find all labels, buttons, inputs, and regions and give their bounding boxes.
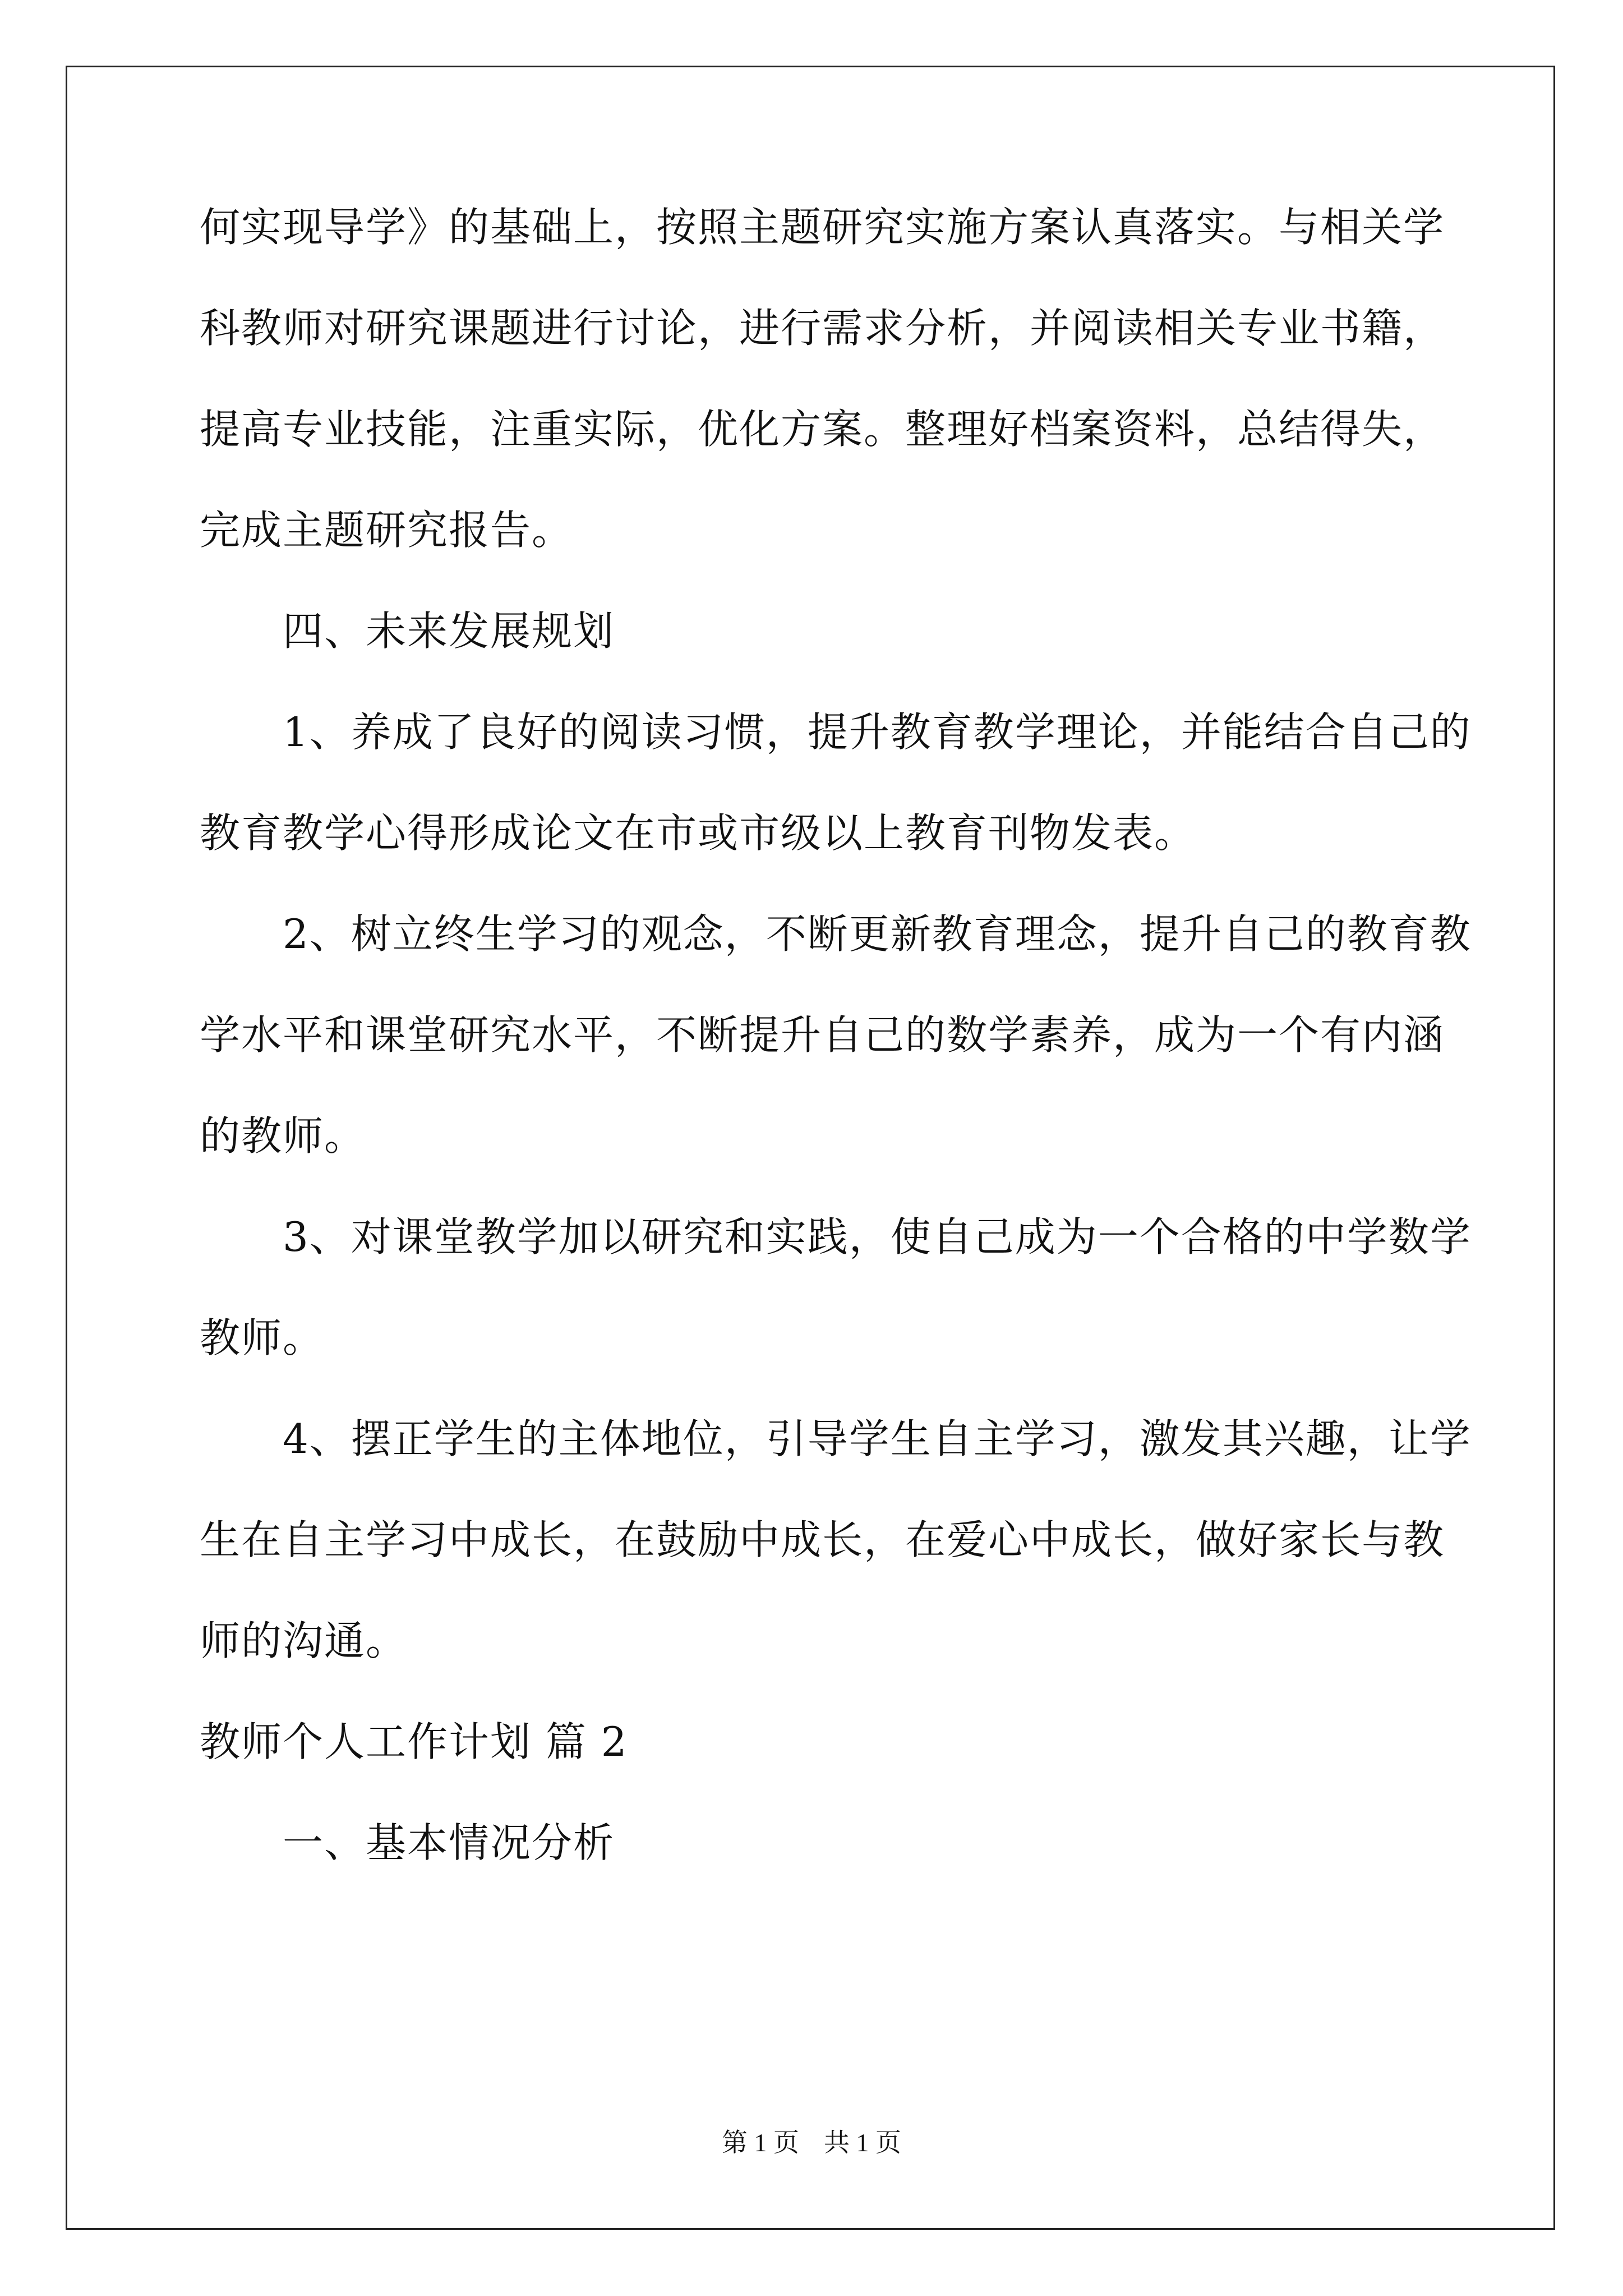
page-footer bbox=[0, 2126, 1623, 2160]
list-item-line: 3、对课堂教学加以研究和实践，使自己成为一个合格的中学数学 bbox=[283, 1213, 1472, 1260]
list-item-line: 1、养成了良好的阅读习惯，提升教育教学理论，并能结合自己的 bbox=[283, 708, 1472, 756]
page-number: 第 1 页 bbox=[722, 2128, 799, 2157]
list-item-line: 的教师。 bbox=[200, 1112, 366, 1159]
section-heading: 一、基本情况分析 bbox=[283, 1819, 615, 1866]
list-item-line: 生在自主学习中成长，在鼓励中成长，在爱心中成长，做好家长与教 bbox=[200, 1516, 1445, 1563]
paragraph-line: 提高专业技能，注重实际，优化方案。整理好档案资料，总结得失， bbox=[200, 406, 1445, 453]
list-item-line: 教师。 bbox=[200, 1314, 325, 1361]
section-heading: 四、未来发展规划 bbox=[283, 608, 615, 655]
list-item-line: 学水平和课堂研究水平，不断提升自己的数学素养，成为一个有内涵 bbox=[200, 1011, 1445, 1059]
list-item-line: 2、树立终生学习的观念，不断更新教育理念，提升自己的教育教 bbox=[283, 910, 1472, 958]
list-item-line: 4、摆正学生的主体地位，引导学生自主学习，激发其兴趣，让学 bbox=[283, 1415, 1472, 1462]
article-title: 教师个人工作计划 篇 2 bbox=[200, 1718, 628, 1765]
list-item-line: 师的沟通。 bbox=[200, 1617, 408, 1664]
paragraph-line: 完成主题研究报告。 bbox=[200, 507, 574, 554]
paragraph-line: 科教师对研究课题进行讨论，进行需求分析，并阅读相关专业书籍， bbox=[200, 305, 1445, 352]
page-total: 共 1 页 bbox=[824, 2128, 901, 2157]
paragraph-line: 何实现导学》的基础上，按照主题研究实施方案认真落实。与相关学 bbox=[200, 204, 1445, 251]
list-item-line: 教育教学心得形成论文在市或市级以上教育刊物发表。 bbox=[200, 809, 1196, 857]
